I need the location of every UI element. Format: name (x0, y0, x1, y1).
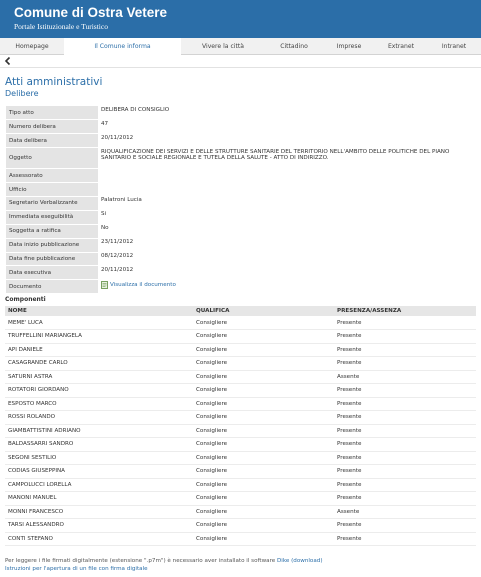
cell-qualifica: Consigliere (193, 438, 334, 452)
cell-presenza: Presente (334, 316, 476, 330)
cell-presenza: Presente (334, 384, 476, 398)
cell-name: CAMPOLUCCI LORELLA (5, 478, 193, 492)
detail-row (6, 169, 474, 183)
cell-name: ESPOSTO MARCO (5, 397, 193, 411)
table-row (5, 478, 476, 492)
detail-value: 47 (101, 120, 109, 127)
cell-presenza: Presente (334, 465, 476, 479)
detail-row (6, 183, 474, 197)
cell-presenza: Presente (334, 519, 476, 533)
detail-row (6, 252, 474, 266)
chevron-left-icon[interactable] (3, 56, 13, 66)
detail-value: 23/11/2012 (101, 239, 134, 246)
detail-row (6, 120, 474, 134)
site-header (0, 0, 481, 38)
cell-name: CODIAS GIUSEPPINA (5, 465, 193, 479)
footer (5, 557, 323, 573)
cell-name: BALDASSARRI SANDRO (5, 438, 193, 452)
document-link[interactable] (101, 281, 176, 289)
detail-row (6, 210, 474, 224)
firma-digitale-instructions-link[interactable]: Istruzioni per l'apertura di un file con firma digitale (5, 566, 148, 572)
cell-qualifica: Consigliere (193, 316, 334, 330)
dike-download-link[interactable]: Dike (download) (276, 558, 323, 564)
cell-name: CASAGRANDE CARLO (5, 357, 193, 371)
table-row (5, 451, 476, 465)
cell-presenza: Assente (334, 505, 476, 519)
detail-row (6, 148, 474, 169)
detail-value: No (101, 225, 109, 232)
table-row (5, 532, 476, 546)
cell-qualifica: Consigliere (193, 411, 334, 425)
footer-line (5, 565, 323, 573)
detail-label: Assessorato (6, 169, 98, 183)
table-row (5, 330, 476, 344)
table-row (5, 357, 476, 371)
cell-qualifica: Consigliere (193, 357, 334, 371)
cell-qualifica: Consigliere (193, 505, 334, 519)
cell-qualifica: Consigliere (193, 424, 334, 438)
cell-qualifica: Consigliere (193, 478, 334, 492)
detail-row (6, 266, 474, 280)
cell-presenza: Presente (334, 424, 476, 438)
cell-qualifica: Consigliere (193, 451, 334, 465)
table-row (5, 492, 476, 506)
nav-il-comune-informa[interactable]: Il Comune informa (64, 38, 181, 55)
detail-label: Oggetto (6, 148, 98, 169)
cell-presenza: Presente (334, 397, 476, 411)
site-subtitle: Portale Istituzionale e Turistico (14, 22, 108, 31)
column-header-presenza: PRESENZA/ASSENZA (334, 306, 476, 316)
nav-extranet[interactable]: Extranet (387, 43, 415, 50)
cell-name: ROSSI ROLANDO (5, 411, 193, 425)
detail-row (6, 106, 474, 120)
cell-presenza: Assente (334, 370, 476, 384)
table-row (5, 519, 476, 533)
detail-value: DELIBERA DI CONSIGLIO (101, 107, 170, 113)
cell-name: SATURNI ASTRA (5, 370, 193, 384)
detail-label: Data fine pubblicazione (6, 252, 98, 266)
page-subtitle: Delibere (5, 89, 39, 98)
detail-label: Segretario Verbalizzante (6, 196, 98, 210)
detail-value: 08/12/2012 (101, 253, 134, 260)
cell-presenza: Presente (334, 438, 476, 452)
componenti-table (5, 306, 476, 546)
cell-name: MANONI MANUEL (5, 492, 193, 506)
cell-qualifica: Consigliere (193, 397, 334, 411)
nav-intranet[interactable]: Intranet (441, 43, 467, 50)
atto-details-table (6, 106, 474, 294)
cell-presenza: Presente (334, 451, 476, 465)
table-row (5, 343, 476, 357)
table-row (5, 384, 476, 398)
detail-label: Ufficio (6, 183, 98, 197)
nav-cittadino[interactable]: Cittadino (280, 43, 308, 50)
detail-row (6, 134, 474, 148)
cell-name: GIAMBATTISTINI ADRIANO (5, 424, 193, 438)
cell-presenza: Presente (334, 532, 476, 546)
detail-value (98, 169, 474, 183)
detail-label: Immediata eseguibilità (6, 210, 98, 224)
cell-presenza: Presente (334, 343, 476, 357)
table-row (5, 465, 476, 479)
main-nav (0, 38, 481, 55)
table-row (5, 424, 476, 438)
cell-presenza: Presente (334, 478, 476, 492)
cell-presenza: Presente (334, 411, 476, 425)
cell-name: SEGONI SESTILIO (5, 451, 193, 465)
cell-qualifica: Consigliere (193, 492, 334, 506)
detail-row (6, 224, 474, 238)
cell-name: CONTI STEFANO (5, 532, 193, 546)
cell-qualifica: Consigliere (193, 343, 334, 357)
cell-qualifica: Consigliere (193, 370, 334, 384)
cell-qualifica: Consigliere (193, 519, 334, 533)
cell-name: ROTATORI GIORDANO (5, 384, 193, 398)
table-header-row (5, 306, 476, 316)
cell-name: API DANIELE (5, 343, 193, 357)
detail-label: Data delibera (6, 134, 98, 148)
column-header-nome: NOME (5, 306, 193, 316)
detail-value (98, 280, 474, 294)
detail-label: Data inizio pubblicazione (6, 238, 98, 252)
table-row (5, 370, 476, 384)
detail-label: Numero delibera (6, 120, 98, 134)
footer-text: Per leggere i file firmati digitalmente (estensione ".p7m") è necessario aver installato il software (5, 558, 276, 564)
nav-vivere-la-citta[interactable]: Vivere la città (201, 43, 245, 50)
table-row (5, 316, 476, 330)
table-row (5, 411, 476, 425)
cell-qualifica: Consigliere (193, 465, 334, 479)
toolbar (0, 55, 481, 68)
detail-value: 20/11/2012 (101, 266, 134, 273)
detail-label: Documento (6, 280, 98, 294)
site-title[interactable]: Comune di Ostra Vetere (14, 5, 168, 20)
detail-row (6, 196, 474, 210)
cell-name: TARSI ALESSANDRO (5, 519, 193, 533)
cell-presenza: Presente (334, 492, 476, 506)
detail-value: 20/11/2012 (101, 134, 134, 141)
componenti-heading: Componenti (5, 296, 46, 303)
detail-label: Tipo atto (6, 106, 98, 120)
cell-name: MONNI FRANCESCO (5, 505, 193, 519)
cell-qualifica: Consigliere (193, 384, 334, 398)
page-title: Atti amministrativi (5, 76, 103, 88)
document-link-label[interactable]: Visualizza il documento (110, 281, 176, 288)
detail-value (98, 183, 474, 197)
detail-row (6, 280, 474, 294)
cell-presenza: Presente (334, 330, 476, 344)
detail-value: Palatroni Lucia (101, 197, 142, 204)
table-row (5, 505, 476, 519)
cell-name: MEME' LUCA (5, 316, 193, 330)
nav-imprese[interactable]: Imprese (336, 43, 362, 50)
detail-label: Data esecutiva (6, 266, 98, 280)
cell-qualifica: Consigliere (193, 532, 334, 546)
detail-row (6, 238, 474, 252)
nav-homepage[interactable]: Homepage (15, 43, 49, 50)
detail-label: Soggetta a ratifica (6, 224, 98, 238)
cell-name: TRUFFELLINI MARIANGELA (5, 330, 193, 344)
footer-line (5, 557, 323, 565)
detail-value: RIQUALIFICAZIONE DEI SERVIZI E DELLE STRUTTURE SANITARIE DEL TERRITORIO NELL'AMBITO DELLE POLITICHE DEL PIANO SANITARIO E SOCIALE REGIONALE E TUTELA DELLA SALUTE - ATTO DI INDIRIZZO. (101, 148, 450, 161)
detail-value: Si (101, 211, 107, 218)
cell-qualifica: Consigliere (193, 330, 334, 344)
document-icon (101, 281, 108, 289)
table-row (5, 397, 476, 411)
column-header-qualifica: QUALIFICA (193, 306, 334, 316)
cell-presenza: Presente (334, 357, 476, 371)
table-row (5, 438, 476, 452)
